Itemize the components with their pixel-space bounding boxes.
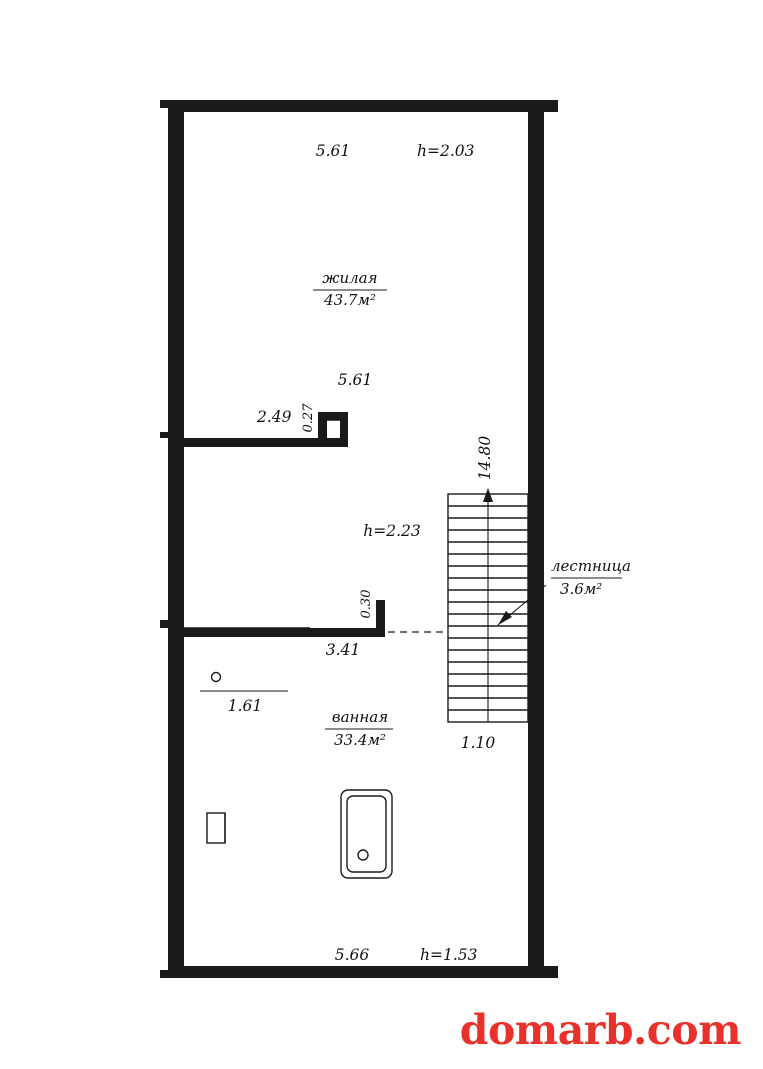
- dim-bottom-label: 5.66: [334, 946, 370, 964]
- dim-stairs-width-label: 1.10: [460, 734, 496, 752]
- room-living-area: 43.7м²: [324, 291, 376, 309]
- height-bottom-label: h=1.53: [420, 946, 478, 964]
- interior-partitions: [184, 412, 385, 637]
- height-top-label: h=2.03: [417, 142, 475, 160]
- dim-inner-right-label: 5.61: [337, 371, 373, 389]
- staircase: [448, 488, 528, 722]
- dim-partition-thickness-label: 0.27: [301, 403, 316, 433]
- stairs-area: 3.6м²: [560, 580, 603, 598]
- stairs-callout: [498, 557, 631, 625]
- dim-lower-partition-label: 3.41: [325, 641, 361, 659]
- bathtub-fixture: [341, 790, 392, 878]
- height-middle-label: h=2.23: [363, 522, 421, 540]
- room-bath-area: 33.4м²: [334, 731, 386, 749]
- dim-left-partition-label: 2.49: [257, 408, 292, 426]
- dim-partition2-thickness-label: 0.30: [359, 589, 374, 619]
- sink-fixture: [200, 673, 288, 692]
- door-jamb-fixture: [207, 813, 225, 843]
- dim-window-left-label: 1.61: [227, 697, 263, 715]
- dim-vertical-right-label: 14.80: [476, 435, 494, 481]
- room-bath-name: ванная: [331, 708, 389, 726]
- stairs-name: лестница: [551, 557, 632, 575]
- wall-notches: [160, 100, 552, 978]
- dim-top-label: 5.61: [315, 142, 351, 160]
- watermark-domarb: domarb.com: [459, 1006, 741, 1054]
- room-living-name: жилая: [322, 269, 378, 287]
